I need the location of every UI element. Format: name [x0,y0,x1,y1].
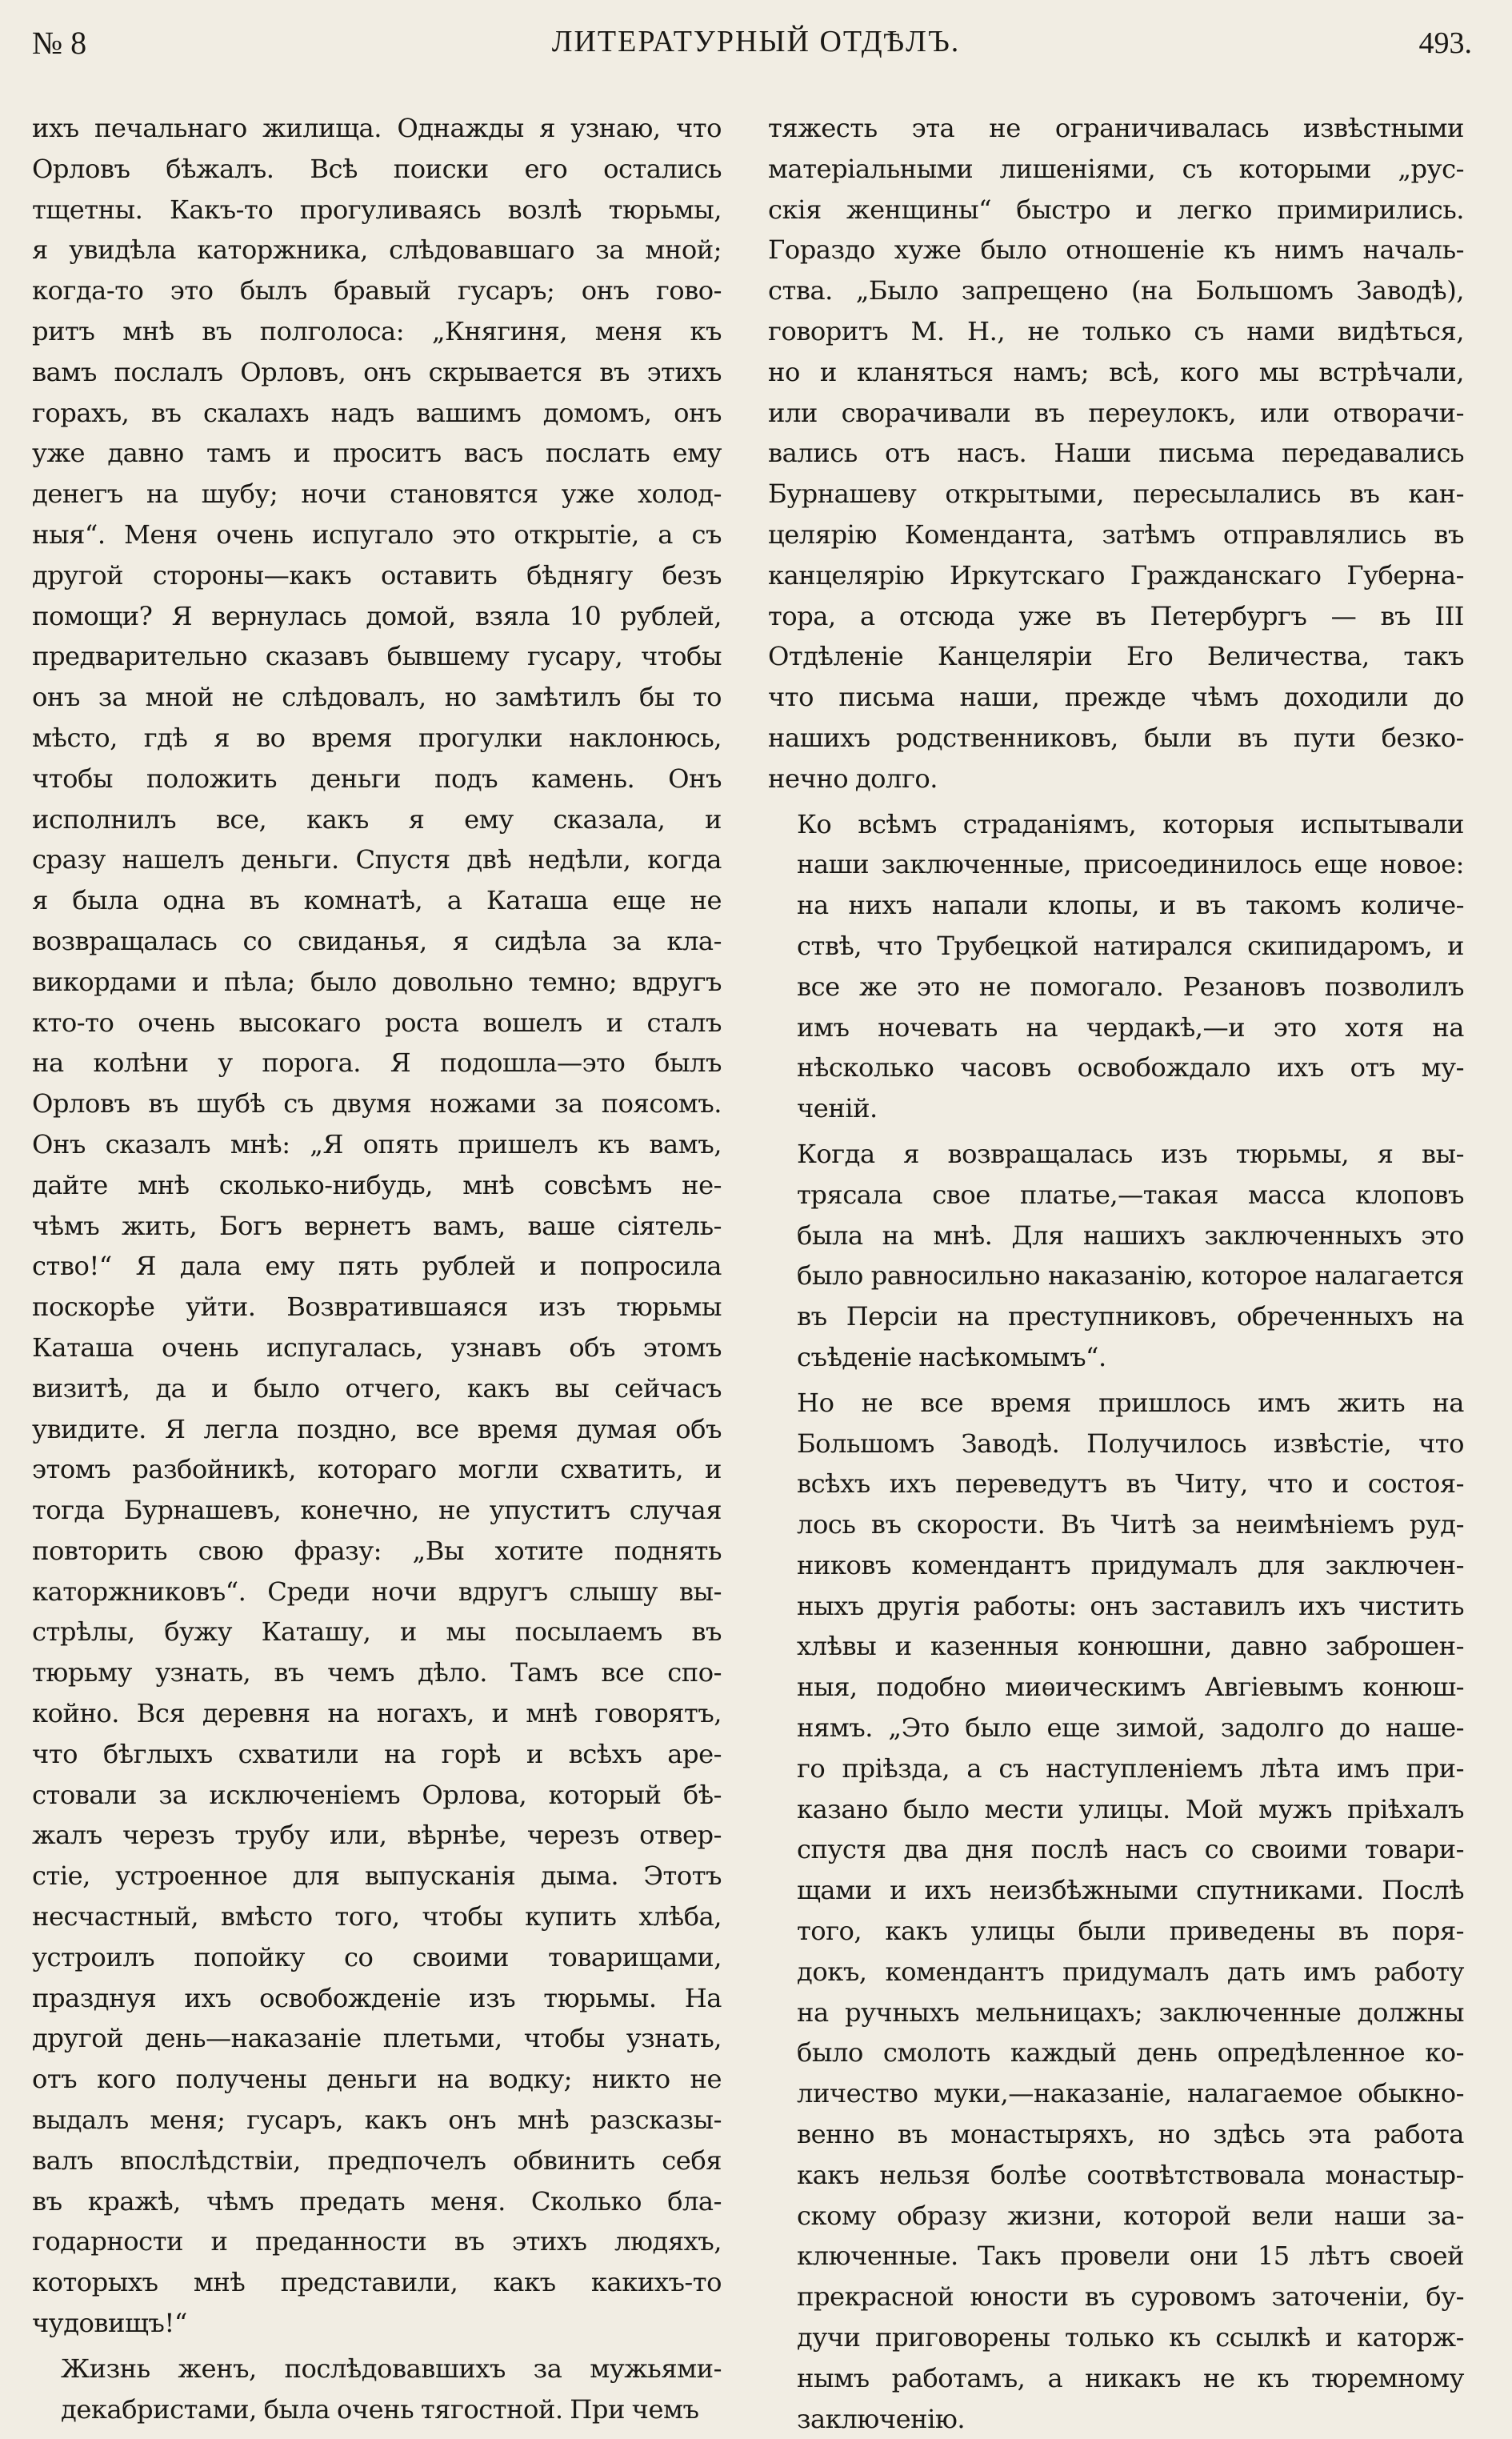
text-line: сразу нашелъ деньги. Спустя двѣ недѣли, когда [32,844,722,875]
text-line: жалъ черезъ трубу или, вѣрнѣе, черезъ отвер- [32,1820,722,1851]
text-line: тщетны. Какъ-то прогуливаясь возлѣ тюрьмы, [32,194,722,225]
text-line: ныя“. Меня очень испугало это открытіе, а съ [32,519,722,550]
text-line: на колѣни у порога. Я подошла—это былъ [32,1047,722,1079]
text-line: Орловъ въ шубѣ съ двумя ножами за поясомъ. [32,1088,722,1119]
text-line: помощи? Я вернулась домой, взяла 10 рублей, [32,600,722,631]
text-line: докъ, комендантъ придумалъ дать имъ работу [797,1956,1464,1987]
text-line: чудовищъ!“ [32,2308,187,2339]
text-line: все же это не помогало. Резановъ позволилъ [797,971,1464,1002]
text-line: когда-то это былъ бравый гусаръ; онъ гово- [32,275,722,306]
text-line: валъ впослѣдствіи, предпочелъ обвинить себя [32,2145,722,2176]
paragraph [32,2349,722,2430]
text-line: ства. „Было запрещено (на Большомъ Заводѣ), [768,275,1464,306]
text-line: нѣсколько часовъ освобождало ихъ отъ му- [797,1052,1464,1083]
page-number: 493. [1418,26,1472,60]
text-line: наши заключенные, присоединилось еще новое: [797,849,1464,880]
text-line: щами и ихъ неизбѣжными спутниками. Послѣ [797,1875,1464,1906]
text-line: устроилъ попойку со своими товарищами, [32,1941,722,1972]
text-line: Но не все время пришлось имъ жить на [797,1387,1464,1418]
text-line: празднуя ихъ освобожденіе изъ тюрьмы. На [32,1982,722,2013]
text-line: канцелярію Иркутскаго Гражданскаго Губерна- [768,559,1464,591]
text-line: Гораздо хуже было отношеніе къ нимъ началь- [768,234,1464,266]
text-line: тора, а отсюда уже въ Петербургъ — въ III [768,600,1464,631]
text-line: исполнилъ все, какъ я ему сказала, и [32,803,722,835]
text-line: въ кражѣ, чѣмъ предать меня. Сколько бла- [32,2185,722,2217]
text-line: ствѣ, что Трубецкой натирался скипидаромъ, и [797,930,1464,961]
text-line: было смолоть каждый день опредѣленное ко- [797,2037,1464,2069]
text-line: я увидѣла каторжника, слѣдовавшаго за мной; [32,234,722,266]
text-line: чтобы положить деньги подъ камень. Онъ [32,763,722,794]
text-line: Каташа очень испугалась, узнавъ объ этомъ [32,1332,722,1363]
text-line: поскорѣе уйти. Возвратившаяся изъ тюрьмы [32,1292,722,1323]
text-line: ныхъ другія работы: онъ заставилъ ихъ чистить [797,1590,1464,1621]
issue-number: № 8 [32,25,87,61]
text-line: викордами и пѣла; было довольно темно; вдругъ [32,966,722,997]
text-line: мѣсто, гдѣ я во время прогулки наклонюсь, [32,722,722,753]
text-line: венно въ монастыряхъ, но здѣсь эта работа [797,2119,1464,2150]
text-line: нямъ. „Это было еще зимой, задолго до наше- [797,1712,1464,1744]
text-line: или сворачивали въ переулокъ, или отворачи- [768,397,1464,428]
text-line: несчастный, вмѣсто того, чтобы купить хлѣба, [32,1901,722,1932]
text-line: спустя два дня послѣ насъ со своими товари- [797,1834,1464,1865]
text-line: стіе, устроенное для выпусканія дыма. Этотъ [32,1860,722,1892]
text-line: нашихъ родственниковъ, были въ пути безко- [768,722,1464,753]
text-line: онъ за мной не слѣдовалъ, но замѣтилъ бы то [32,682,722,713]
text-line: Большомъ Заводѣ. Получилось извѣстіе, что [797,1428,1464,1459]
text-line: ство!“ Я дала ему пять рублей и попросила [32,1251,722,1282]
text-line: Ко всѣмъ страданіямъ, которыя испытывали [797,808,1464,839]
paragraph [768,108,1464,799]
text-line: ченій. [797,1093,878,1124]
left-column [32,108,722,2429]
text-line: вамъ послалъ Орловъ, онъ скрывается въ этихъ [32,356,722,387]
text-line: отъ кого получены деньги на водку; никто не [32,2064,722,2095]
text-line: имъ ночевать на чердакѣ,—и это хотя на [797,1011,1464,1043]
text-line: что письма наши, прежде чѣмъ доходили до [768,682,1464,713]
right-column [768,108,1464,2439]
text-line: но и кланяться намъ; всѣ, кого мы встрѣчали, [768,356,1464,387]
text-line: выдалъ меня; гусаръ, какъ онъ мнѣ разсказы- [32,2105,722,2136]
text-line: стовали за исключеніемъ Орлова, который бѣ- [32,1779,722,1810]
text-line: что бѣглыхъ схватили на горѣ и всѣхъ аре- [32,1738,722,1769]
text-line: всѣхъ ихъ переведутъ въ Читу, что и состоя- [797,1468,1464,1500]
text-line: нымъ работамъ, а никакъ не къ тюремному [797,2362,1464,2393]
text-line: го пріѣзда, а съ наступленіемъ лѣта имъ при- [797,1752,1464,1784]
text-line: Онъ сказалъ мнѣ: „Я опять пришелъ къ вамъ, [32,1128,722,1159]
text-line: тяжесть эта не ограничивалась извѣстными [768,113,1464,143]
paragraph [768,1134,1464,1378]
text-line: ихъ печальнаго жилища. Однажды я узнаю, что [32,113,722,143]
text-line: денегъ на шубу; ночи становятся уже холод- [32,479,722,510]
text-line: Когда я возвращалась изъ тюрьмы, я вы- [797,1138,1464,1169]
text-line: трясала свое платье,—такая масса клоповъ [797,1179,1464,1210]
text-line: чѣмъ жить, Богъ вернетъ вамъ, ваше сіятель- [32,1210,722,1241]
text-line: дучи приговорены только къ ссылкѣ и каторж- [797,2322,1464,2353]
text-line: ныя, подобно миѳическимъ Авгіевымъ конюш- [797,1672,1464,1703]
text-line: была на мнѣ. Для нашихъ заключенныхъ это [797,1220,1464,1251]
text-line: Отдѣленіе Канцеляріи Его Величества, такъ [768,641,1464,672]
text-line: Орловъ бѣжалъ. Всѣ поиски его остались [32,153,722,184]
text-line: другой стороны—какъ оставить бѣднягу безъ [32,559,722,591]
page-header [32,24,1480,72]
text-line: говоритъ М. Н., не только съ нами видѣться, [768,315,1464,346]
text-line: прекрасной юности въ суровомъ заточеніи, бу- [797,2281,1464,2313]
text-line: ритъ мнѣ въ полголоса: „Княгиня, меня къ [32,315,722,346]
text-line: личество муки,—наказаніе, налагаемое обыкно- [797,2078,1464,2109]
text-line: никовъ комендантъ придумалъ для заключен- [797,1549,1464,1580]
text-line: на нихъ напали клопы, и въ такомъ количе- [797,890,1464,921]
paragraph [768,804,1464,1129]
text-line: другой день—наказаніе плетьми, чтобы узнать, [32,2023,722,2054]
paragraph [768,1383,1464,2439]
text-line: которыхъ мнѣ представили, какъ какихъ-то [32,2267,722,2298]
text-line: горахъ, въ скалахъ надъ вашимъ домомъ, онъ [32,397,722,428]
text-line: ключенные. Такъ провели они 15 лѣтъ своей [797,2241,1464,2272]
text-line: хлѣвы и казенныя конюшни, давно заброшен- [797,1631,1464,1662]
text-line: тогда Бурнашевъ, конечно, не упуститъ случая [32,1495,722,1526]
text-line: было равносильно наказанію, которое налагается [797,1260,1464,1292]
text-line: увидите. Я легла поздно, все время думая объ [32,1413,722,1444]
text-line: скія женщины“ быстро и легко примирились. [768,194,1464,225]
text-line: дайте мнѣ сколько-нибудь, мнѣ совсѣмъ не- [32,1169,722,1200]
text-line: лось въ скорости. Въ Читѣ за неимѣніемъ руд- [797,1509,1464,1540]
text-line: койно. Вся деревня на ногахъ, и мнѣ говорятъ, [32,1698,722,1729]
text-line: повторить свою фразу: „Вы хотите поднять [32,1535,722,1566]
text-line: на ручныхъ мельницахъ; заключенные должны [797,1996,1464,2028]
text-line: годарности и преданности въ этихъ людяхъ, [32,2226,722,2257]
section-title: ЛИТЕРАТУРНЫЙ ОТДѢЛЪ. [551,25,961,58]
text-line: нечно долго. [768,763,938,794]
text-line: какъ нельзя болѣе соотвѣтствовала монастыр- [797,2159,1464,2190]
text-line: уже давно тамъ и проситъ васъ послать ему [32,438,722,469]
text-line: заключенію. [797,2403,966,2434]
text-line: съѣденіе насѣкомымъ“. [797,1341,1106,1372]
text-line: предварительно сказавъ бывшему гусару, чтобы [32,641,722,672]
text-line: визитѣ, да и было отчего, какъ вы сейчасъ [32,1372,722,1404]
text-line: Бурнашеву открытыми, пересылались въ кан- [768,479,1464,510]
text-line: скому образу жизни, которой вели наши за- [797,2200,1464,2231]
text-line: этомъ разбойникѣ, котораго могли схватить, и [32,1454,722,1485]
text-line: тюрьму узнать, въ чемъ дѣло. Тамъ все спо- [32,1657,722,1688]
text-line: возвращалась со свиданья, я сидѣла за кла- [32,925,722,956]
text-line: целярію Коменданта, затѣмъ отправлялись въ [768,519,1464,550]
text-line: каторжниковъ“. Среди ночи вдругъ слышу вы- [32,1576,722,1607]
text-line: того, какъ улицы были приведены въ поря- [797,1916,1464,1947]
text-line: декабристами, была очень тягостной. При чемъ [61,2393,699,2425]
text-line: стрѣлы, бужу Каташу, и мы посылаемъ въ [32,1616,722,1648]
text-columns [32,108,1480,2434]
text-line: я была одна въ комнатѣ, а Каташа еще не [32,885,722,916]
text-line: Жизнь женъ, послѣдовавшихъ за мужьями- [61,2353,722,2384]
text-line: матеріальными лишеніями, съ которыми „рус- [768,153,1464,184]
text-line: вались отъ насъ. Наши письма передавались [768,438,1464,469]
paragraph [32,108,722,2344]
text-line: кто-то очень высокаго роста вошелъ и сталъ [32,1007,722,1038]
text-line: въ Персіи на преступниковъ, обреченныхъ на [797,1301,1464,1332]
text-line: казано было мести улицы. Мой мужъ пріѣхалъ [797,1793,1464,1824]
